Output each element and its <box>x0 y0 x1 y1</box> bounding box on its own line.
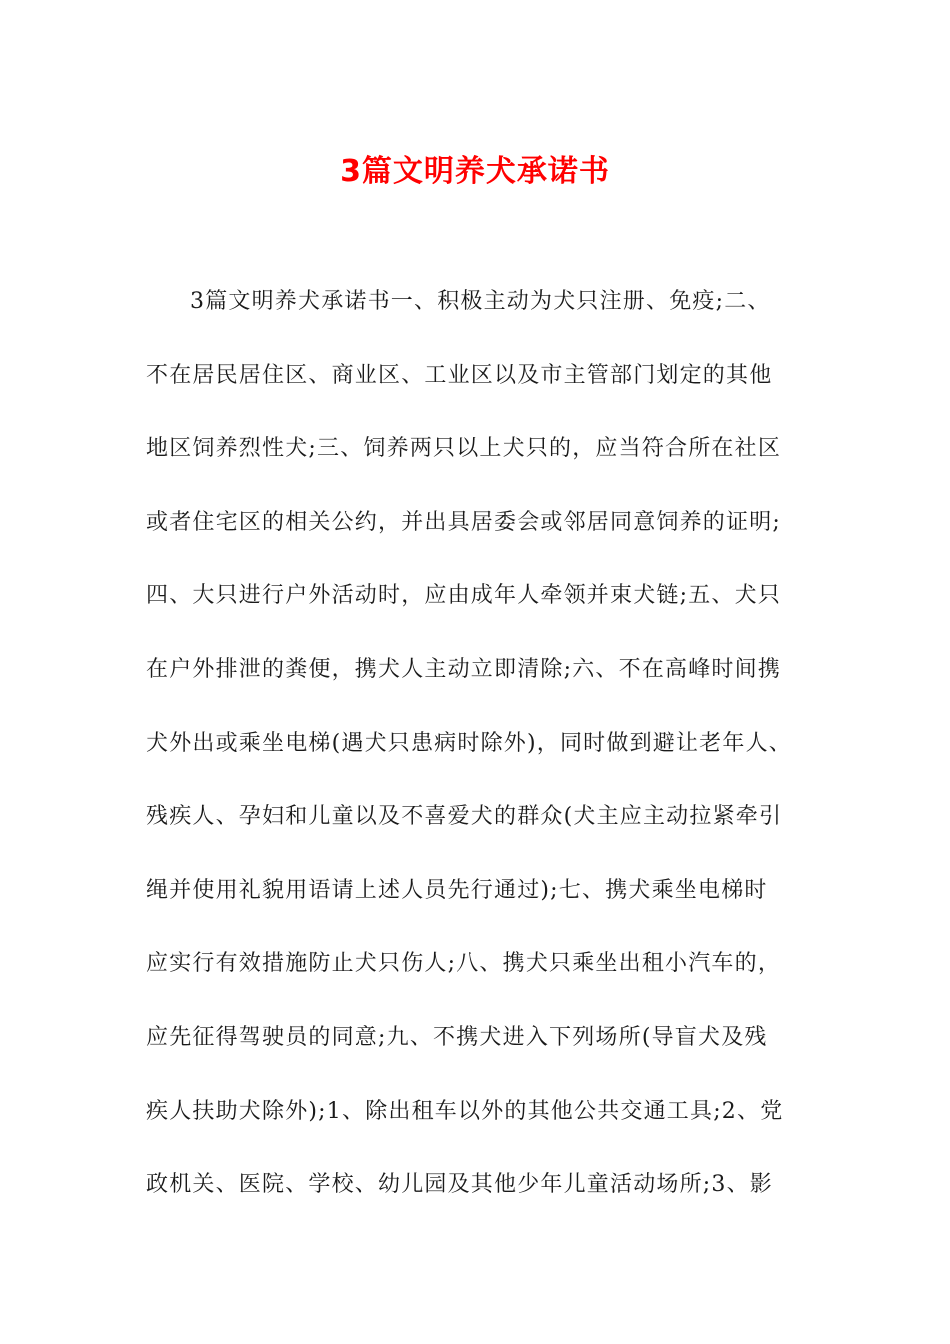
body-line: 地区饲养烈性犬;三、饲养两只以上犬只的，应当符合所在社区 <box>146 436 782 462</box>
body-line: 四、大只进行户外活动时，应由成年人牵领并束犬链;五、犬只 <box>146 583 782 609</box>
body-line: 残疾人、孕妇和儿童以及不喜爱犬的群众(犬主应主动拉紧牵引 <box>146 804 783 830</box>
body-line: 或者住宅区的相关公约，并出具居委会或邻居同意饲养的证明; <box>146 509 782 535</box>
body-line: 绳并使用礼貌用语请上述人员先行通过);七、携犬乘坐电梯时 <box>146 877 768 903</box>
body-line: 犬外出或乘坐电梯(遇犬只患病时除外)，同时做到避让老年人、 <box>146 730 792 756</box>
body-line: 应实行有效措施防止犬只伤人;八、携犬只乘坐出租小汽车的， <box>146 951 782 977</box>
body-line: 政机关、医院、学校、幼儿园及其他少年儿童活动场所;3、影 <box>146 1172 774 1198</box>
body-line: 在户外排泄的粪便，携犬人主动立即清除;六、不在高峰时间携 <box>146 656 782 682</box>
body-line: 疾人扶助犬除外);1、除出租车以外的其他公共交通工具;2、党 <box>146 1098 784 1124</box>
body-line: 3篇文明养犬承诺书一、积极主动为犬只注册、免疫;二、 <box>190 289 771 314</box>
document-title: 3篇文明养犬承诺书 <box>340 154 610 189</box>
body-line: 不在居民居住区、商业区、工业区以及市主管部门划定的其他 <box>146 362 773 388</box>
body-line: 应先征得驾驶员的同意;九、不携犬进入下列场所(导盲犬及残 <box>146 1024 768 1050</box>
document-body <box>146 282 806 1239</box>
